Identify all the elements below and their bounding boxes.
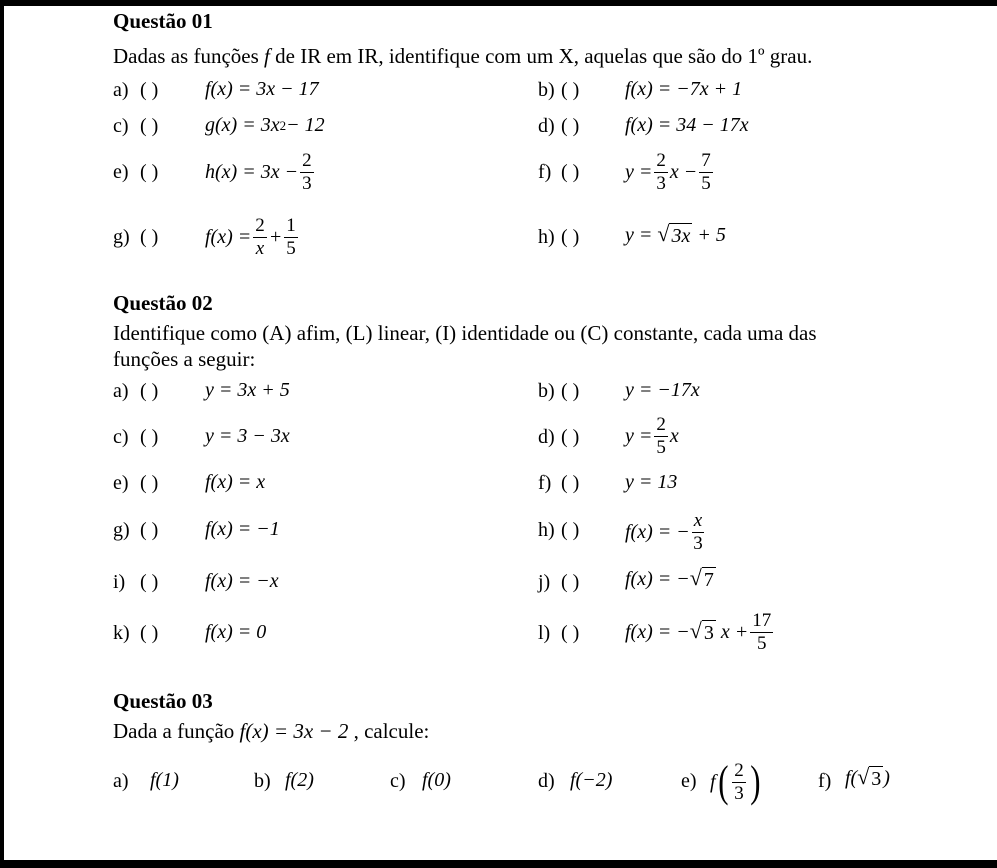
- q1-g-numerator-1: 2: [255, 214, 265, 236]
- q2-l-fraction: [750, 611, 773, 654]
- q1-f-numerator-2: 7: [701, 149, 711, 171]
- q1-c-exponent: 2: [279, 117, 287, 133]
- q1-g-lead: f(x) =: [205, 226, 252, 248]
- q2-d-denominator: 5: [656, 436, 666, 458]
- q1-b-expr: [625, 74, 742, 104]
- q2-g-label: g): [113, 519, 130, 541]
- q2-e-paren[interactable]: ( ): [140, 472, 159, 494]
- q2-l-sqrt: [690, 620, 716, 644]
- q1-f-denominator-2: 5: [701, 172, 711, 194]
- q1-intro-f: f: [264, 44, 270, 68]
- q1-g-denominator-1: x: [255, 237, 265, 259]
- q3-d-label: d): [538, 770, 555, 792]
- q2-c-paren[interactable]: ( ): [140, 426, 159, 448]
- q2-f-expr: [625, 467, 677, 497]
- q2-c-formula: y = 3 − 3x: [205, 425, 290, 447]
- q2-j-lead: f(x) = −: [625, 568, 690, 590]
- q2-j-radicand: 7: [703, 569, 714, 591]
- q1-f-numerator-1: 2: [656, 149, 666, 171]
- q1-g-label: g): [113, 226, 130, 248]
- q1-g-numerator-2: 1: [286, 214, 296, 236]
- q1-b-formula: f(x) = −7x + 1: [625, 78, 743, 100]
- q1-g-expr: [205, 214, 300, 259]
- q1-g-mid: +: [268, 226, 283, 248]
- q1-f-label: f): [538, 161, 552, 183]
- q3-intro-text-a: Dada a função: [113, 719, 240, 743]
- q2-e-formula: f(x) = x: [205, 471, 266, 493]
- q2-l-paren[interactable]: ( ): [561, 622, 580, 644]
- q3-f-expr: [845, 763, 890, 793]
- q2-l-mid: x +: [720, 621, 749, 643]
- q2-i-formula: f(x) = −x: [205, 570, 279, 592]
- q1-g-denominator-2: 5: [286, 237, 296, 259]
- q3-b-formula: f(2): [285, 769, 314, 791]
- q3-e-lead: f: [710, 771, 716, 793]
- sqrt-icon: √: [689, 565, 702, 590]
- q3-a-label: a): [113, 770, 129, 792]
- q2-h-paren[interactable]: ( ): [561, 519, 580, 541]
- q2-l-label: l): [538, 622, 551, 644]
- q1-a-expr: [205, 74, 319, 104]
- right-paren-icon: ): [749, 757, 761, 806]
- q3-intro: [113, 721, 429, 742]
- q1-intro-text-a: Dadas as funções: [113, 44, 265, 68]
- q1-d-formula: f(x) = 34 − 17x: [625, 114, 749, 136]
- q1-b-paren[interactable]: ( ): [561, 79, 580, 101]
- q3-e-denominator: 3: [734, 782, 744, 804]
- q1-a-formula: f(x) = 3x − 17: [205, 78, 319, 100]
- q1-h-radicand: 3x: [671, 225, 691, 247]
- q2-d-fraction: [654, 415, 668, 458]
- q2-g-formula: f(x) = −1: [205, 518, 280, 540]
- q1-f-fraction-1: [654, 151, 668, 194]
- q2-i-expr: [205, 566, 279, 596]
- q3-c-formula: f(0): [422, 769, 451, 791]
- q1-e-label: e): [113, 161, 129, 183]
- q2-f-paren[interactable]: ( ): [561, 472, 580, 494]
- q1-h-paren[interactable]: ( ): [561, 226, 580, 248]
- q2-e-expr: [205, 467, 265, 497]
- q2-d-expr: [625, 413, 679, 458]
- q1-d-paren[interactable]: ( ): [561, 115, 580, 137]
- q1-h-expr: [625, 220, 726, 250]
- q2-h-label: h): [538, 519, 555, 541]
- q3-e-expr: [710, 757, 762, 806]
- bottom-border: [0, 860, 997, 868]
- q2-h-expr: [625, 509, 706, 554]
- q2-a-expr: [205, 375, 290, 405]
- q2-l-numerator: 17: [752, 609, 772, 631]
- q3-a-formula: f(1): [150, 769, 179, 791]
- q2-h-denominator: 3: [693, 532, 703, 554]
- q3-intro-formula: f(x) = 3x − 2: [239, 719, 349, 743]
- left-paren-icon: (: [717, 757, 729, 806]
- q1-g-fraction-1: [253, 216, 267, 259]
- q2-b-label: b): [538, 380, 555, 402]
- q2-b-paren[interactable]: ( ): [561, 380, 580, 402]
- q2-intro-line1: Identifique como (A) afim, (L) linear, (I) identidade ou (C) constante, cada uma das: [113, 321, 817, 345]
- q1-c-expr: [205, 110, 325, 140]
- q1-f-paren[interactable]: ( ): [561, 161, 580, 183]
- q3-d-formula: f(−2): [570, 769, 613, 791]
- q2-k-expr: [205, 617, 266, 647]
- q2-i-paren[interactable]: ( ): [140, 571, 159, 593]
- q2-c-expr: [205, 421, 290, 451]
- q1-title: Questão 01: [113, 9, 213, 33]
- q2-h-fraction: [692, 511, 704, 554]
- q2-a-paren[interactable]: ( ): [140, 380, 159, 402]
- q2-j-expr: [625, 564, 716, 594]
- q3-b-expr: [285, 765, 314, 795]
- q1-e-lead: h(x) = 3x −: [205, 161, 299, 183]
- q2-d-lead: y =: [625, 425, 653, 447]
- q1-d-expr: [625, 110, 749, 140]
- q2-j-sqrt: [690, 567, 716, 591]
- q1-c-tail: − 12: [286, 114, 325, 136]
- q1-e-expr: [205, 149, 316, 194]
- q2-d-paren[interactable]: ( ): [561, 426, 580, 448]
- q2-e-label: e): [113, 472, 129, 494]
- q2-l-denominator: 5: [756, 632, 767, 654]
- q2-intro-line2: funções a seguir:: [113, 347, 256, 371]
- q3-c-expr: [422, 765, 451, 795]
- q3-e-label: e): [681, 770, 697, 792]
- q2-j-label: j): [538, 571, 551, 593]
- q1-d-label: d): [538, 115, 555, 137]
- sqrt-icon: √: [657, 221, 670, 246]
- q3-e-numerator: 2: [734, 759, 744, 781]
- q3-e-fraction: [732, 761, 746, 804]
- q2-i-label: i): [113, 571, 126, 593]
- q1-e-paren[interactable]: ( ): [140, 161, 159, 183]
- q1-e-numerator: 2: [302, 149, 312, 171]
- q1-c-label: c): [113, 115, 129, 137]
- left-border: [0, 0, 4, 868]
- q1-g-paren[interactable]: ( ): [140, 226, 159, 248]
- q1-c-base: g(x) = 3x: [205, 114, 280, 136]
- q1-intro: [113, 46, 812, 67]
- q1-e-fraction: [300, 151, 314, 194]
- q3-intro-text-b: , calcule:: [348, 719, 430, 743]
- q2-h-lead: f(x) = −: [625, 521, 690, 543]
- q2-c-label: c): [113, 426, 129, 448]
- q1-h-lead: y =: [625, 224, 653, 246]
- q3-f-radicand: 3: [871, 768, 882, 790]
- q1-f-mid: x −: [669, 161, 698, 183]
- q1-f-lead: y =: [625, 161, 653, 183]
- q1-f-denominator-1: 3: [656, 172, 666, 194]
- q1-b-label: b): [538, 79, 555, 101]
- q3-d-expr: [570, 765, 612, 795]
- q1-a-label: a): [113, 79, 129, 101]
- q2-f-formula: y = 13: [625, 471, 678, 493]
- q2-h-numerator: x: [693, 509, 703, 531]
- q2-l-lead: f(x) = −: [625, 621, 690, 643]
- q1-f-expr: [625, 149, 715, 194]
- q1-a-paren[interactable]: ( ): [140, 79, 159, 101]
- q1-h-label: h): [538, 226, 555, 248]
- q3-f-tail: ): [883, 767, 890, 789]
- q2-k-paren[interactable]: ( ): [140, 622, 159, 644]
- q2-l-radicand: 3: [703, 622, 714, 644]
- q2-j-paren[interactable]: ( ): [561, 571, 580, 593]
- q1-intro-text-b: de IR em IR, identifique com um X, aquelas que são do 1º grau.: [269, 44, 813, 68]
- q2-b-expr: [625, 375, 700, 405]
- q3-f-lead: f(: [845, 767, 858, 789]
- top-border: [0, 0, 997, 6]
- q2-l-expr: [625, 609, 775, 654]
- q2-k-label: k): [113, 622, 130, 644]
- sqrt-icon: √: [857, 764, 870, 789]
- q3-f-sqrt: [857, 766, 883, 790]
- q2-d-label: d): [538, 426, 555, 448]
- q2-f-label: f): [538, 472, 552, 494]
- q3-c-label: c): [390, 770, 406, 792]
- q2-d-tail: x: [669, 425, 679, 447]
- q1-h-tail: + 5: [697, 224, 726, 246]
- q2-g-expr: [205, 514, 280, 544]
- q2-a-label: a): [113, 380, 129, 402]
- q1-c-paren[interactable]: ( ): [140, 115, 159, 137]
- q3-b-label: b): [254, 770, 271, 792]
- q2-b-formula: y = −17x: [625, 379, 700, 401]
- q3-f-label: f): [818, 770, 832, 792]
- q3-a-expr: [150, 765, 179, 795]
- q1-h-sqrt: [657, 223, 692, 247]
- q3-title: Questão 03: [113, 689, 213, 713]
- q2-a-formula: y = 3x + 5: [205, 379, 290, 401]
- sqrt-icon: √: [689, 618, 702, 643]
- q1-g-fraction-2: [284, 216, 298, 259]
- q2-k-formula: f(x) = 0: [205, 621, 267, 643]
- q2-d-numerator: 2: [656, 413, 666, 435]
- q1-e-denominator: 3: [302, 172, 312, 194]
- q1-f-fraction-2: [699, 151, 713, 194]
- q2-title: Questão 02: [113, 291, 213, 315]
- q2-g-paren[interactable]: ( ): [140, 519, 159, 541]
